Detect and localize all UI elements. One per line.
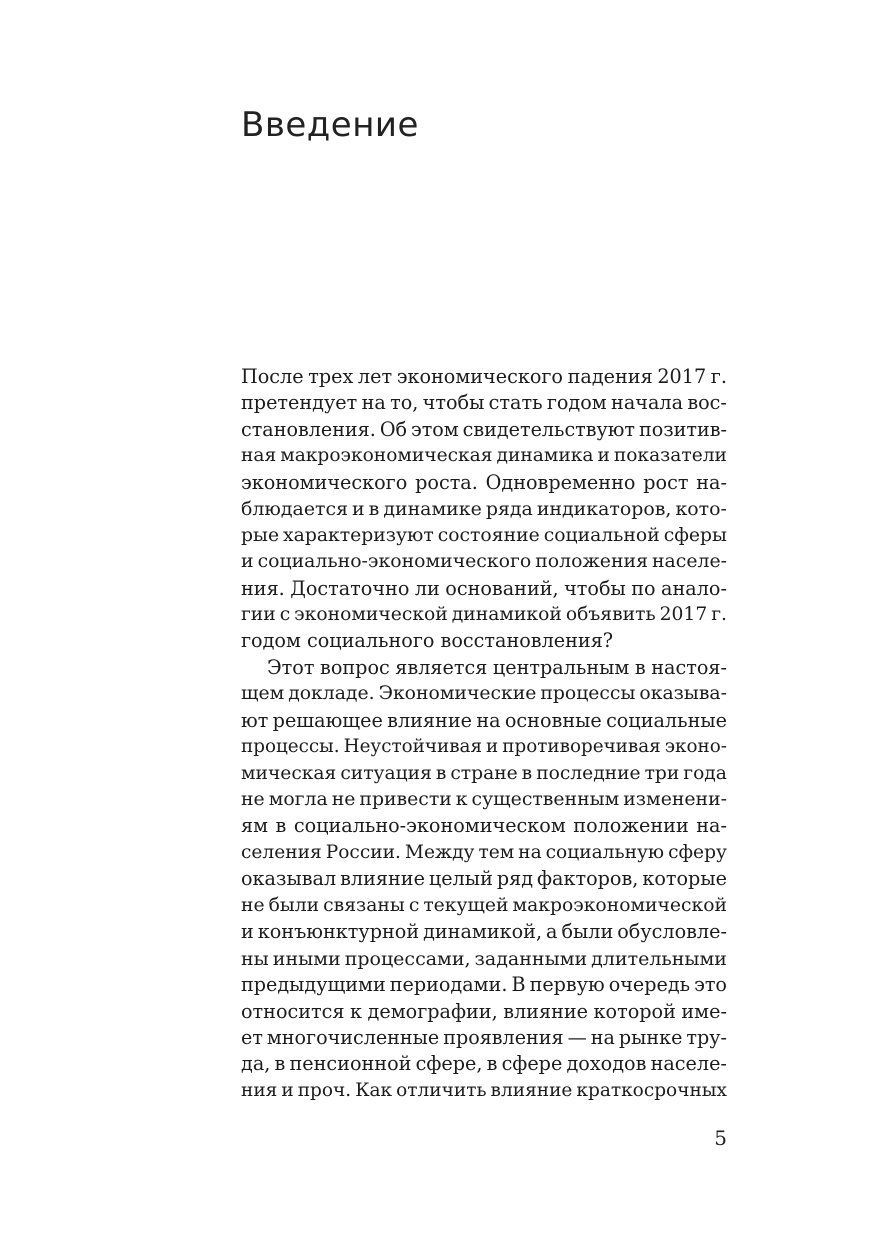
text-line: экономического роста. Одновременно рост на- [241, 470, 727, 494]
text-line: относится к демографии, влияние которой име- [241, 999, 727, 1023]
text-line: ная макроэкономическая динамика и показатели [241, 445, 727, 467]
text-line: После трех лет экономического падения 2017 г. [241, 365, 727, 388]
text-line: гии с экономической динамикой объявить 2017 г. [241, 603, 727, 625]
text-line: блюдается и в динамике ряда индикаторов, кото- [241, 498, 727, 521]
text-line: ны иными процессами, заданными длительными [241, 947, 727, 970]
text-line: щем докладе. Экономические процессы оказыва- [241, 683, 727, 705]
text-line: не могла не привести к существенным изменени- [241, 789, 727, 810]
text-line: Этот вопрос является центральным в настоя- [267, 655, 727, 679]
text-line: ния и проч. Как отличить влияние краткосрочных [241, 1079, 727, 1101]
text-line: процессы. Неустойчивая и противоречивая эконо- [241, 736, 727, 758]
text-line: становления. Об этом свидетельствуют позитив- [241, 417, 727, 441]
text-line: ям в социально-экономическом положении на- [241, 814, 727, 838]
text-line: ют решающее влияние на основные социальные [241, 708, 727, 732]
text-line: ет многочисленные проявления — на рынке тру- [241, 1025, 727, 1049]
text-line: рые характеризуют состояние социальной сферы [241, 524, 727, 546]
text-line: оказывал влияние целый ряд факторов, которые [241, 867, 727, 891]
text-line: селения России. Между тем на социальную сферу [241, 841, 727, 863]
text-line: ния. Достаточно ли оснований, чтобы по анало- [241, 576, 727, 600]
body-text [241, 364, 727, 1104]
text-line: да, в пенсионной сфере, в сфере доходов населе- [241, 1052, 727, 1076]
text-line: и конъюнктурной динамикой, а были обусловле- [241, 920, 727, 944]
text-line: предыдущими периодами. В первую очередь это [241, 973, 727, 997]
chapter-title: Введение [241, 105, 419, 145]
text-line: годом социального восстановления? [241, 629, 614, 653]
page-number: 5 [714, 1126, 727, 1150]
text-line: не были связаны с текущей макроэкономической [241, 894, 727, 916]
text-line: мическая ситуация в стране в последние три года [241, 762, 727, 784]
text-line: претендует на то, чтобы стать годом начала вос- [241, 391, 727, 415]
text-line: и социально-экономического положения населе- [241, 551, 727, 573]
